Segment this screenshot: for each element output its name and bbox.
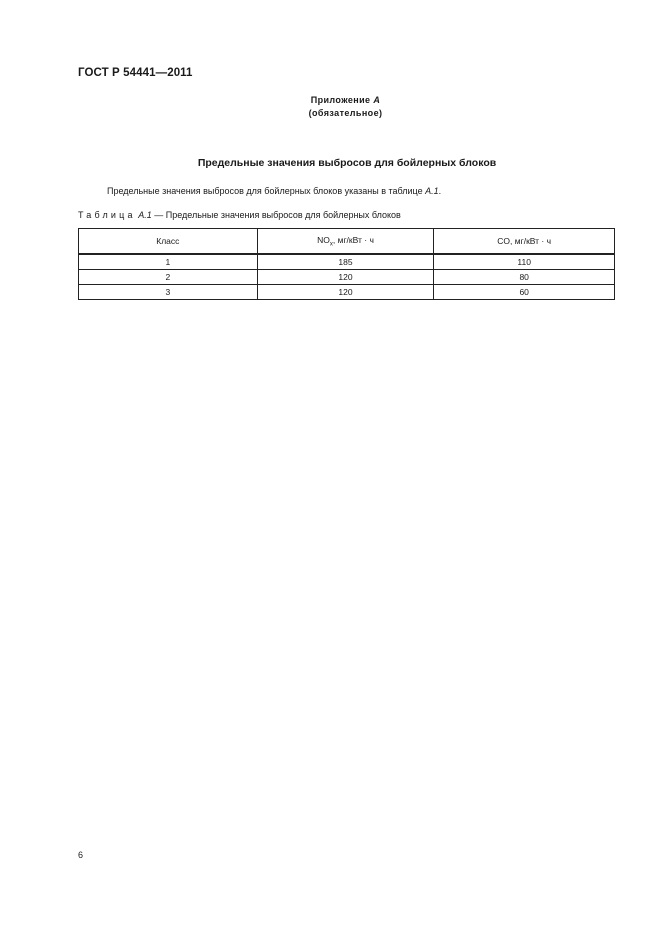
table-caption-word: Таблица xyxy=(78,210,136,220)
page-number: 6 xyxy=(78,850,84,860)
cell-nox: 120 xyxy=(257,285,434,300)
cell-co: 80 xyxy=(434,270,615,285)
appendix-status: (обязательное) xyxy=(308,108,383,118)
section-title: Предельные значения выбросов для бойлерных блоков xyxy=(197,157,497,169)
cell-nox: 185 xyxy=(257,254,434,270)
header-nox-unit: , мг/кВт · ч xyxy=(332,234,374,245)
appendix-word: Приложение xyxy=(310,95,371,105)
paragraph-end: . xyxy=(438,186,442,196)
cell-class: 1 xyxy=(79,254,258,270)
header-class: Класс xyxy=(79,229,258,255)
header-nox-main: NO xyxy=(317,234,330,245)
paragraph-table-ref: А.1 xyxy=(425,186,439,196)
cell-class: 2 xyxy=(79,270,258,285)
appendix-letter: А xyxy=(373,95,381,105)
cell-nox: 120 xyxy=(257,270,434,285)
table-row xyxy=(79,254,615,270)
header-co: CO, мг/кВт · ч xyxy=(434,229,615,255)
table-caption xyxy=(78,210,401,220)
header-nox-sub: x xyxy=(329,241,333,248)
emission-limits-table xyxy=(78,228,615,300)
paragraph-text: Предельные значения выбросов для бойлерных блоков указаны в таблице xyxy=(107,186,426,196)
cell-co: 110 xyxy=(434,254,615,270)
table-header-row xyxy=(79,229,615,255)
cell-co: 60 xyxy=(434,285,615,300)
paragraph xyxy=(107,186,441,196)
standard-code: ГОСТ Р 54441—2011 xyxy=(78,67,193,79)
table-row xyxy=(79,270,615,285)
appendix-label xyxy=(0,95,661,105)
table-caption-number: А.1 xyxy=(138,210,152,220)
table-caption-text: — Предельные значения выбросов для бойлерных блоков xyxy=(151,210,401,220)
cell-class: 3 xyxy=(79,285,258,300)
header-nox xyxy=(257,229,434,255)
table-row xyxy=(79,285,615,300)
